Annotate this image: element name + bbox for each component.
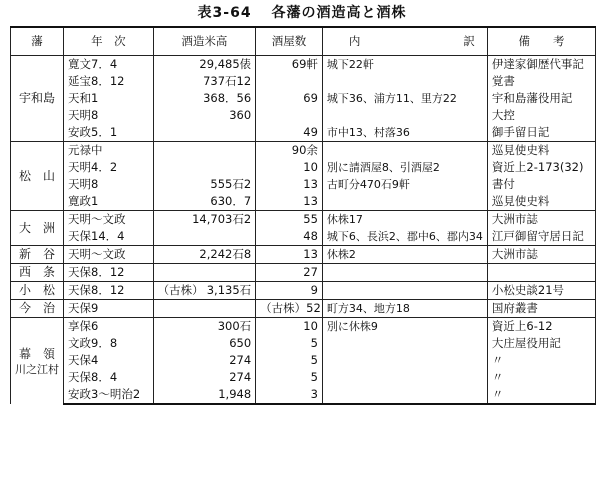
table-row [11, 386, 596, 404]
notes-cell [487, 73, 595, 90]
header-year: 年 次 [64, 27, 154, 56]
breakdown-cell [322, 142, 487, 160]
count-cell [256, 335, 323, 352]
table-row [11, 352, 596, 369]
year-cell-value: 天明～文政 [68, 247, 126, 261]
year-cell-value: 天保14．4 [68, 229, 125, 243]
notes-cell [487, 142, 595, 160]
year-cell [64, 176, 154, 193]
table-row [11, 107, 596, 124]
count-cell [256, 90, 323, 107]
count-cell [256, 352, 323, 369]
breakdown-cell [322, 264, 487, 282]
amount-cell [153, 211, 256, 229]
year-cell-value: 安政3～明治2 [68, 387, 141, 401]
count-cell-value: 69 [303, 91, 318, 105]
year-cell [64, 300, 154, 318]
notes-cell-value: 大洲市誌 [491, 212, 538, 226]
amount-cell-value: 14,703石2 [192, 212, 252, 226]
notes-cell [487, 176, 595, 193]
year-cell-value: 元禄中 [68, 143, 103, 157]
count-cell [256, 300, 323, 318]
table-row [11, 73, 596, 90]
year-cell [64, 193, 154, 211]
han-cell [11, 264, 64, 282]
amount-cell-value: 2,242石8 [199, 247, 252, 261]
amount-cell [153, 352, 256, 369]
breakdown-cell-value: 市中13、村落36 [326, 126, 410, 139]
year-cell [64, 318, 154, 336]
han-cell [11, 300, 64, 318]
amount-cell [153, 228, 256, 246]
notes-cell-value: 〃 [491, 353, 504, 367]
table-title [0, 2, 604, 22]
notes-cell [487, 246, 595, 264]
notes-cell [487, 90, 595, 107]
count-cell [256, 369, 323, 386]
breakdown-cell-value: 町方34、地方18 [326, 302, 410, 315]
count-cell-value: 5 [310, 370, 318, 384]
notes-cell [487, 193, 595, 211]
han-cell [11, 246, 64, 264]
amount-cell-prefix: （古株） [157, 283, 204, 297]
year-cell [64, 369, 154, 386]
year-cell [64, 246, 154, 264]
year-cell-value: 天保9 [68, 301, 99, 315]
breakdown-cell [322, 159, 487, 176]
table-row [11, 90, 596, 107]
breakdown-cell [322, 176, 487, 193]
notes-cell-value: 資近上6-12 [491, 319, 553, 333]
header-breakdown-right: 訳 [463, 34, 475, 48]
notes-cell [487, 369, 595, 386]
year-cell [64, 142, 154, 160]
table-number: 表3-64 [197, 5, 252, 21]
amount-cell [153, 142, 256, 160]
count-cell-value: 90余 [291, 143, 318, 157]
table-row [11, 159, 596, 176]
notes-cell [487, 56, 595, 74]
amount-cell-value: 1,948 [218, 387, 252, 401]
notes-cell-value: 国府叢書 [491, 301, 538, 315]
year-cell [64, 159, 154, 176]
amount-cell-value: 29,485俵 [199, 57, 252, 71]
breakdown-cell [322, 386, 487, 404]
breakdown-cell [322, 56, 487, 74]
breakdown-cell [322, 211, 487, 229]
amount-cell [153, 176, 256, 193]
notes-cell [487, 159, 595, 176]
breakdown-cell [322, 90, 487, 107]
amount-cell-value: 274 [229, 370, 252, 384]
count-cell-value: 13 [303, 194, 318, 208]
han-name: 宇和島 [18, 91, 55, 105]
count-cell [256, 264, 323, 282]
count-cell [256, 211, 323, 229]
count-cell-value: 69軒 [291, 57, 318, 71]
count-cell [256, 282, 323, 300]
count-cell-value: 13 [303, 177, 318, 191]
count-cell-value: 27 [303, 265, 318, 279]
count-cell-value: 55 [303, 212, 318, 226]
amount-cell [153, 90, 256, 107]
han-name: 大 洲 [18, 220, 55, 235]
notes-cell [487, 386, 595, 404]
breakdown-cell-value: 別に請酒屋8、引酒屋2 [326, 161, 440, 174]
breakdown-cell [322, 73, 487, 90]
count-cell-value: 49 [303, 125, 318, 139]
count-cell-value: 52 [306, 301, 321, 315]
notes-cell-value: 〃 [491, 370, 504, 384]
breakdown-cell [322, 300, 487, 318]
notes-cell [487, 124, 595, 142]
count-cell-value: 5 [310, 336, 318, 350]
count-cell [256, 318, 323, 336]
table-row [11, 56, 596, 74]
year-cell-value: 寛政1 [68, 194, 99, 208]
year-cell [64, 211, 154, 229]
amount-cell [153, 56, 256, 74]
han-cell [11, 142, 64, 211]
notes-cell [487, 264, 595, 282]
year-cell [64, 352, 154, 369]
year-cell [64, 335, 154, 352]
amount-cell [153, 124, 256, 142]
breakdown-cell-value: 城下36、浦方11、里方22 [326, 92, 457, 105]
notes-cell-value: 江戸御留守居日記 [491, 229, 584, 243]
count-cell [256, 159, 323, 176]
notes-cell [487, 228, 595, 246]
year-cell-value: 延宝8．12 [68, 74, 125, 88]
notes-cell [487, 318, 595, 336]
table-row [11, 193, 596, 211]
table-row [11, 318, 596, 336]
year-cell [64, 56, 154, 74]
table-row [11, 369, 596, 386]
count-cell [256, 142, 323, 160]
amount-cell-value: 737石12 [203, 74, 252, 88]
amount-cell-value: 300石 [217, 319, 252, 333]
han-cell [11, 211, 64, 246]
breakdown-cell-value: 休株2 [326, 248, 356, 261]
breakdown-cell [322, 352, 487, 369]
breakdown-cell [322, 246, 487, 264]
breakdown-cell [322, 369, 487, 386]
year-cell [64, 386, 154, 404]
breakdown-cell [322, 193, 487, 211]
table-row [11, 176, 596, 193]
han-cell [11, 282, 64, 300]
han-cell [11, 318, 64, 405]
notes-cell [487, 211, 595, 229]
table-body [11, 56, 596, 405]
count-cell [256, 193, 323, 211]
notes-cell-value: 小松史談21号 [491, 283, 565, 297]
year-cell-value: 天和1 [68, 91, 99, 105]
notes-cell [487, 282, 595, 300]
amount-cell-value: 650 [229, 336, 252, 350]
table-row [11, 142, 596, 160]
notes-cell [487, 335, 595, 352]
year-cell-value: 天明8 [68, 108, 99, 122]
sake-brewing-table [10, 26, 596, 405]
notes-cell-value: 書付 [491, 177, 515, 191]
notes-cell-value: 宇和島藩役用記 [491, 91, 573, 105]
year-cell [64, 107, 154, 124]
header-han: 藩 [11, 27, 64, 56]
breakdown-cell-value: 城下22軒 [326, 58, 374, 71]
breakdown-cell [322, 228, 487, 246]
year-cell [64, 264, 154, 282]
notes-cell-value: 〃 [491, 387, 504, 401]
amount-cell [153, 73, 256, 90]
year-cell [64, 228, 154, 246]
header-breakdown [322, 27, 487, 56]
year-cell-value: 寛文7．4 [68, 57, 118, 71]
year-cell-value: 天保8．4 [68, 370, 118, 384]
amount-cell-value: 630．7 [210, 194, 252, 208]
count-cell-value: 3 [310, 387, 318, 401]
year-cell-value: 天保8．12 [68, 283, 125, 297]
han-name: 松 山 [18, 168, 55, 183]
count-cell [256, 124, 323, 142]
notes-cell-value: 資近上2-173(32) [491, 160, 584, 174]
header-row [11, 27, 596, 56]
count-cell-prefix: （古株） [260, 301, 307, 315]
table-row [11, 335, 596, 352]
amount-cell [153, 369, 256, 386]
header-count: 酒屋数 [256, 27, 323, 56]
header-notes: 備 考 [487, 27, 595, 56]
breakdown-cell [322, 335, 487, 352]
year-cell-value: 文政9．8 [68, 336, 118, 350]
han-subname: 川之江村 [15, 362, 59, 376]
han-name: 幕 領 [18, 346, 55, 361]
amount-cell-value: 274 [229, 353, 252, 367]
amount-cell-value: 360 [229, 108, 252, 122]
count-cell [256, 176, 323, 193]
year-cell-value: 天明4．2 [68, 160, 118, 174]
count-cell [256, 386, 323, 404]
count-cell-value: 13 [303, 247, 318, 261]
breakdown-cell-value: 古町分470石9軒 [326, 178, 410, 191]
year-cell [64, 124, 154, 142]
notes-cell-value: 大控 [491, 108, 515, 122]
notes-cell-value: 巡見使史料 [491, 143, 550, 157]
count-cell [256, 73, 323, 90]
count-cell [256, 56, 323, 74]
header-breakdown-left: 内 [348, 34, 361, 48]
amount-cell [153, 300, 256, 318]
count-cell-value: 10 [303, 319, 318, 333]
year-cell-value: 天明～文政 [68, 212, 126, 226]
table-row [11, 264, 596, 282]
notes-cell-value: 大洲市誌 [491, 247, 538, 261]
notes-cell-value: 伊達家御歴代事記 [491, 57, 584, 71]
count-cell [256, 246, 323, 264]
breakdown-cell-value: 城下6、長浜2、郡中6、郡内34 [326, 230, 483, 243]
count-cell-value: 48 [303, 229, 318, 243]
han-name: 今 治 [18, 301, 55, 315]
count-cell [256, 228, 323, 246]
count-cell [256, 107, 323, 124]
table-row [11, 124, 596, 142]
notes-cell [487, 300, 595, 318]
han-name: 西 条 [18, 265, 55, 279]
year-cell [64, 282, 154, 300]
amount-cell [153, 159, 256, 176]
table-row [11, 282, 596, 300]
year-cell-value: 安政5．1 [68, 125, 118, 139]
count-cell-value: 10 [303, 160, 318, 174]
count-cell-value: 9 [310, 283, 318, 297]
breakdown-cell [322, 107, 487, 124]
amount-cell-value: 368．56 [203, 91, 252, 105]
table-row [11, 211, 596, 229]
amount-cell [153, 107, 256, 124]
amount-cell-value: 3,135石 [206, 283, 252, 297]
amount-cell [153, 193, 256, 211]
notes-cell-value: 御手留日記 [491, 125, 550, 139]
han-cell [11, 56, 64, 142]
year-cell-value: 天明8 [68, 177, 99, 191]
year-cell [64, 90, 154, 107]
year-cell-value: 天保8．12 [68, 265, 125, 279]
amount-cell [153, 282, 256, 300]
table-row [11, 300, 596, 318]
breakdown-cell [322, 282, 487, 300]
notes-cell [487, 352, 595, 369]
notes-cell [487, 107, 595, 124]
header-amount: 酒造米高 [153, 27, 256, 56]
table-caption: 各藩の酒造高と酒株 [271, 5, 407, 21]
amount-cell [153, 264, 256, 282]
breakdown-cell-value: 休株17 [326, 213, 363, 226]
count-cell-value: 5 [310, 353, 318, 367]
notes-cell-value: 巡見使史料 [491, 194, 550, 208]
year-cell-value: 享保6 [68, 319, 99, 333]
amount-cell [153, 335, 256, 352]
amount-cell-value: 555石2 [210, 177, 252, 191]
amount-cell [153, 318, 256, 336]
notes-cell-value: 大庄屋役用記 [491, 336, 561, 350]
table-row [11, 246, 596, 264]
year-cell-value: 天保4 [68, 353, 99, 367]
amount-cell [153, 386, 256, 404]
notes-cell-value: 覚書 [491, 74, 515, 88]
year-cell [64, 73, 154, 90]
breakdown-cell-value: 別に休株9 [326, 320, 378, 333]
breakdown-cell [322, 318, 487, 336]
breakdown-cell [322, 124, 487, 142]
han-name: 新 谷 [18, 247, 55, 261]
han-name: 小 松 [18, 283, 55, 297]
table-row [11, 228, 596, 246]
amount-cell [153, 246, 256, 264]
